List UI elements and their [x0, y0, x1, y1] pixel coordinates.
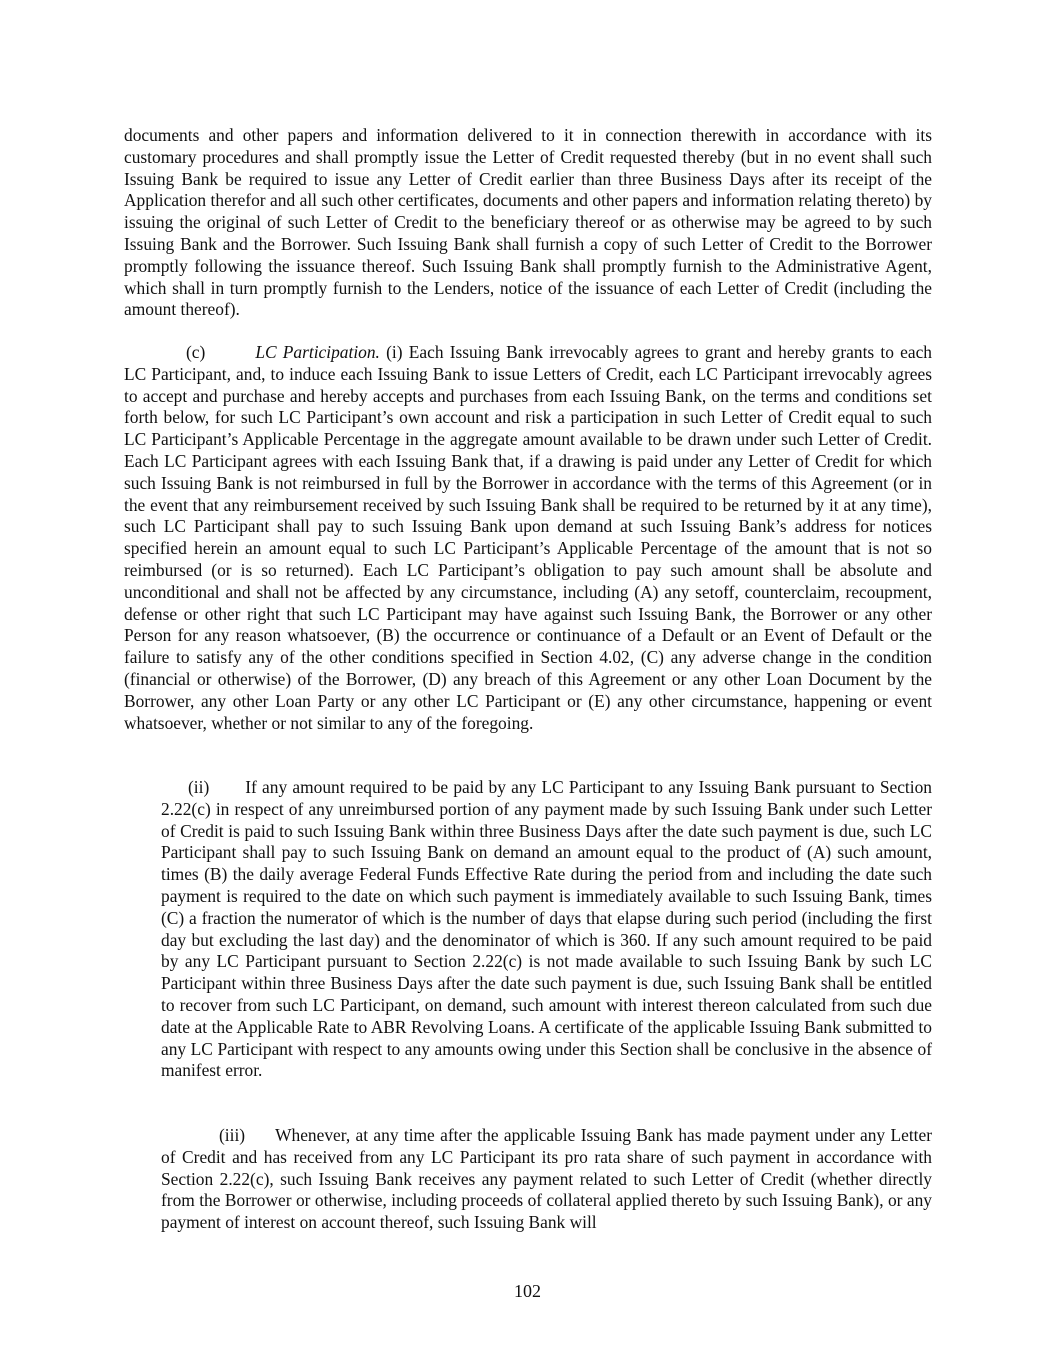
section-c-paragraph: [124, 342, 932, 734]
section-iii-label: (iii): [219, 1125, 246, 1145]
section-c-label: (c): [186, 342, 206, 362]
section-ii-text: If any amount required to be paid by any LC Participant to any Issuing Bank pursuant to Section 2.22(c) in respect of any unreimbursed portion of any payment made by such Issuing Bank under such Letter of Credit is paid to such Issuing Bank within three Business Days after the date such payment is due, such LC Participant shall pay to such Issuing Bank on demand an amount equal to the product of (A) such amount, times (B) the daily average Federal Funds Effective Rate during the period from and including the date such payment is required to the date on which such payment is immediately available to such Issuing Bank, times (C) a fraction the numerator of which is the number of days that elapse during such period (including the first day but excluding the last day) and the denominator of which is 360. If any such amount required to be paid by any LC Participant pursuant to Section 2.22(c) is not made available to such Issuing Bank by such LC Participant within three Business Days after the date such payment is due, such Issuing Bank shall be entitled to recover from such LC Participant, on demand, such amount with interest thereon calculated from such due date at the Applicable Rate to ABR Revolving Loans. A certificate of the applicable Issuing Bank submitted to any LC Participant with respect to any amounts owing under this Section shall be conclusive in the absence of manifest error.: [161, 777, 932, 1081]
section-iii-text: Whenever, at any time after the applicable Issuing Bank has made payment under any Letter of Credit and has received from any LC Participant its pro rata share of such payment in accordance with Section 2.22(c), such Issuing Bank receives any payment related to such Letter of Credit (whether directly from the Borrower or otherwise, including proceeds of collateral applied thereto by such Issuing Bank), or any payment of interest on account thereof, such Issuing Bank will: [161, 1125, 932, 1233]
section-c-text: (i) Each Issuing Bank irrevocably agrees to grant and hereby grants to each LC Participant, and, to induce each Issuing Bank to issue Letters of Credit, each LC Participant irrevocably agrees to accept and purchase and hereby accepts and purchases from each Issuing Bank, on the terms and conditions set forth below, for such LC Participant’s own account and risk a participation in such Letter of Credit equal to such LC Participant’s Applicable Percentage in the aggregate amount available to be drawn under such Letter of Credit. Each LC Participant agrees with each Issuing Bank that, if a drawing is paid under any Letter of Credit for which such Issuing Bank is not reimbursed in full by the Borrower in accordance with the terms of this Agreement (or in the event that any reimbursement received by such Issuing Bank shall be required to be returned by it at any time), such LC Participant shall pay to such Issuing Bank upon demand at such Issuing Bank’s address for notices specified herein an amount equal to such LC Participant’s Applicable Percentage of the amount that is not so reimbursed (or is so returned). Each LC Participant’s obligation to pay such amount shall be absolute and unconditional and shall not be affected by any circumstance, including (A) any setoff, counterclaim, recoupment, defense or other right that such LC Participant may have against such Issuing Bank, the Borrower or any other Person for any reason whatsoever, (B) the occurrence or continuance of a Default or an Event of Default or the failure to satisfy any of the other conditions specified in Section 4.02, (C) any adverse change in the condition (financial or otherwise) of the Borrower, (D) any breach of this Agreement or any other Loan Document by the Borrower, any other Loan Party or any other LC Participant or (E) any other circumstance, happening or event whatsoever, whether or not similar to any of the foregoing.: [124, 342, 932, 733]
paragraph-continuation: documents and other papers and information delivered to it in connection therewith in accordance with its customary procedures and shall promptly issue the Letter of Credit requested thereby (but in no event shall such Issuing Bank be required to issue any Letter of Credit earlier than three Business Days after its receipt of the Application therefor and all such other certificates, documents and other papers and information relating thereto) by issuing the original of such Letter of Credit to the beneficiary thereof or as otherwise may be agreed to by such Issuing Bank and the Borrower. Such Issuing Bank shall furnish a copy of such Letter of Credit to the Borrower promptly following the issuance thereof. Such Issuing Bank shall promptly furnish to the Administrative Agent, which shall in turn promptly furnish to the Lenders, notice of the issuance of each Letter of Credit (including the amount thereof).: [124, 125, 932, 320]
section-iii-paragraph: [161, 1125, 932, 1234]
section-ii-paragraph: [161, 777, 932, 1082]
section-c-heading: LC Participation.: [255, 342, 380, 362]
section-ii-label: (ii): [188, 777, 210, 797]
page-number: 102: [514, 1281, 541, 1301]
